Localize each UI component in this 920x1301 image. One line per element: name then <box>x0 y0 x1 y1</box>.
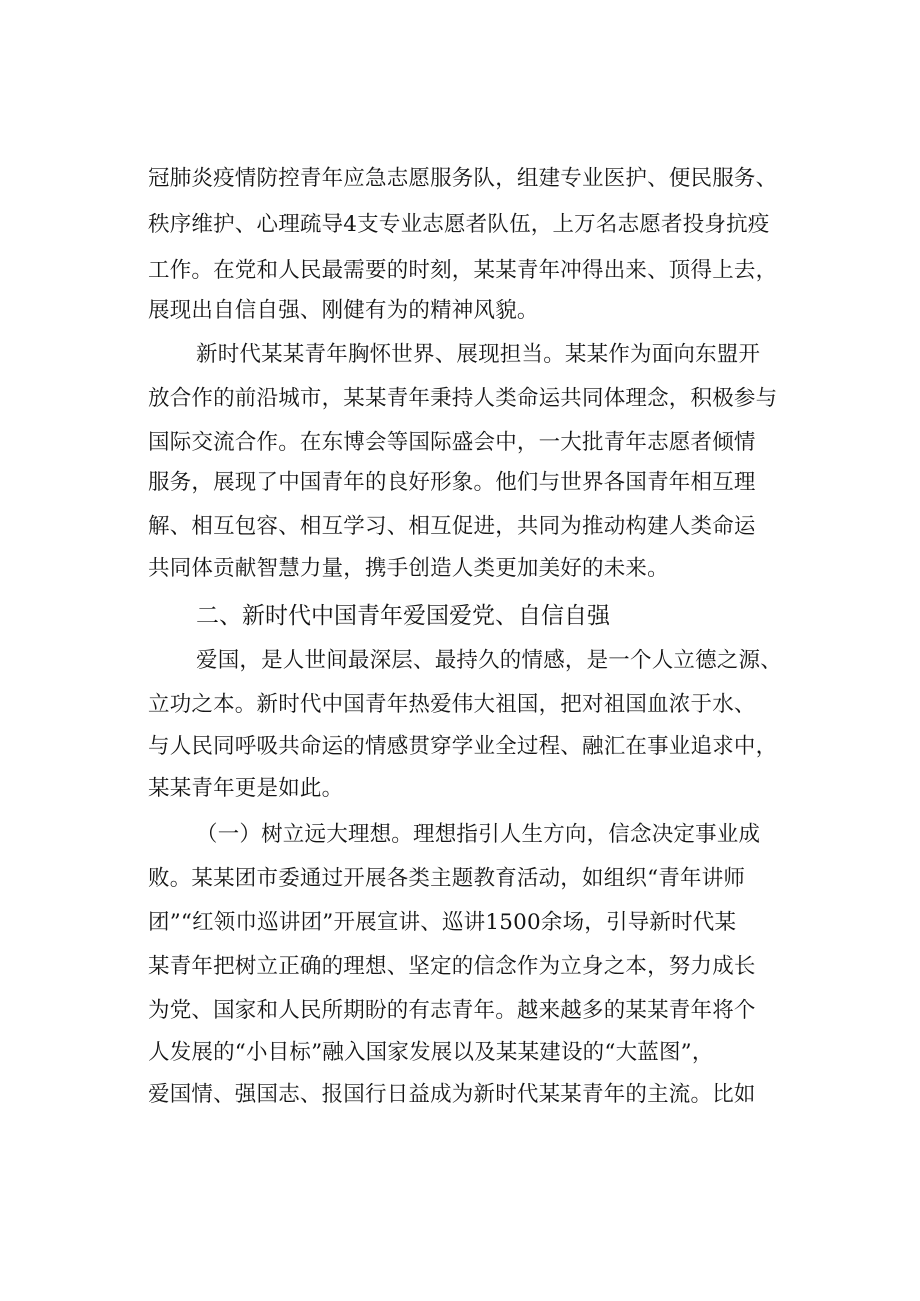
section-heading: 二、新时代中国青年爱国爱党、自信自强 <box>196 603 610 629</box>
text-line: 为党、国家和人民所期盼的有志青年。越来越多的某某青年将个 <box>148 998 756 1023</box>
text-line: 放合作的前沿城市，某某青年秉持人类命运共同体理念，积极参与 <box>148 386 778 411</box>
text-line: 与人民同呼吸共命运的情感贯穿学业全过程、融汇在事业追求中， <box>148 734 778 759</box>
text-line: 国际交流合作。在东博会等国际盛会中，一大批青年志愿者倾情 <box>148 430 756 455</box>
text-line: 立功之本。新时代中国青年热爱伟大祖国，把对祖国血浓于水、 <box>148 692 756 717</box>
text-line: 冠肺炎疫情防控青年应急志愿服务队，组建专业医护、便民服务、 <box>148 166 778 191</box>
text-line: 团”“红领巾巡讲团”开展宣讲、巡讲1500余场，引导新时代某 <box>148 910 737 935</box>
text-line: 人发展的“小目标”融入国家发展以及某某建设的“大蓝图”， <box>148 1040 714 1065</box>
text-line: 某某青年更是如此。 <box>148 776 344 801</box>
text-line: 展现出自信自强、刚健有为的精神风貌。 <box>148 298 539 323</box>
text-line: 某青年把树立正确的理想、坚定的信念作为立身之本，努力成长 <box>148 954 756 979</box>
text-line: 秩序维护、心理疏导4支专业志愿者队伍，上万名志愿者投身抗疫 <box>148 212 770 237</box>
text-line: 爱国情、强国志、报国行日益成为新时代某某青年的主流。比如 <box>148 1082 756 1107</box>
text-line: 服务，展现了中国青年的良好形象。他们与世界各国青年相互理 <box>148 470 756 495</box>
text-line: 新时代某某青年胸怀世界、展现担当。某某作为面向东盟开 <box>196 342 761 367</box>
text-line: 共同体贡献智慧力量，携手创造人类更加美好的未来。 <box>148 556 669 581</box>
text-line: （一）树立远大理想。理想指引人生方向，信念决定事业成 <box>196 822 761 847</box>
text-line: 工作。在党和人民最需要的时刻，某某青年冲得出来、顶得上去， <box>148 258 778 283</box>
text-line: 解、相互包容、相互学习、相互促进，共同为推动构建人类命运 <box>148 514 756 539</box>
text-line: 爱国，是人世间最深层、最持久的情感，是一个人立德之源、 <box>196 648 782 673</box>
text-line: 败。某某团市委通过开展各类主题教育活动，如组织“青年讲师 <box>148 866 746 891</box>
